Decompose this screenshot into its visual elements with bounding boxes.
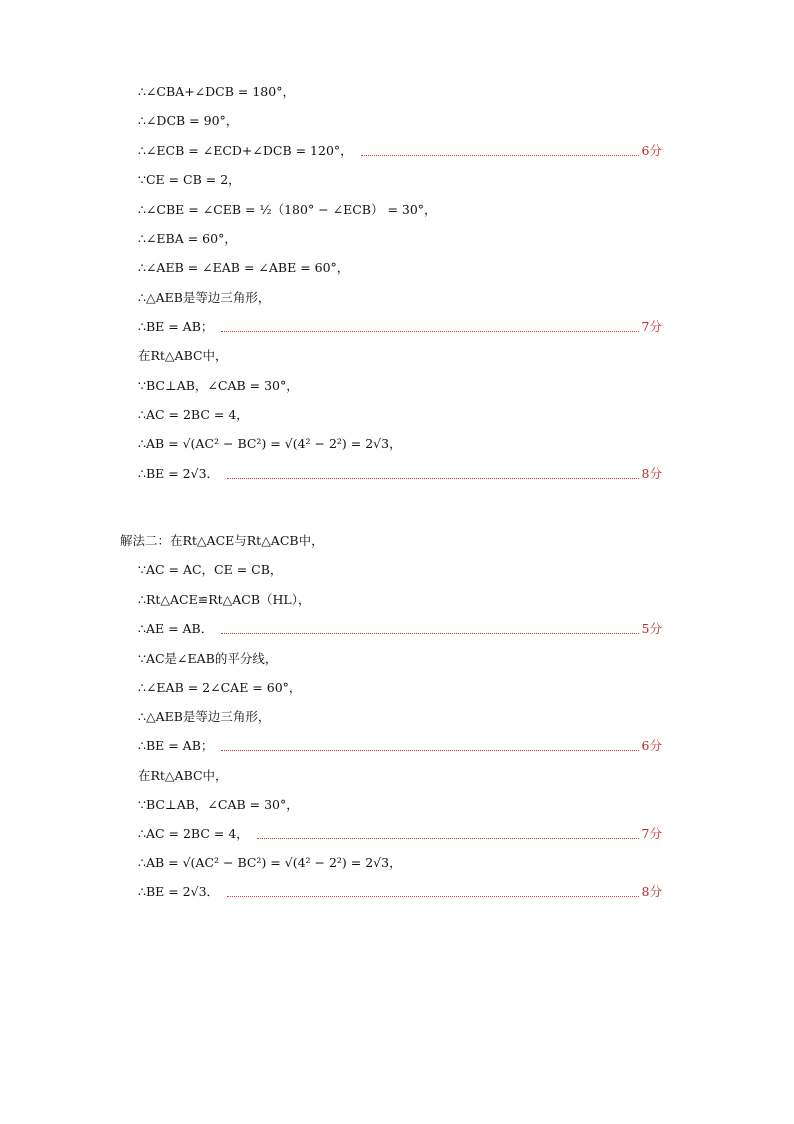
dotted-leader [221,633,638,634]
solution1-line-6 [138,225,662,247]
solution1-line-12 [138,401,662,423]
solution2-line-10 [138,820,662,842]
line-text: ∴AB = √(AC² − BC²) = √(4² − 2²) = 2√3， [138,436,402,451]
solution1-line-4 [138,166,662,188]
line-text: ∴BE = 2√3． [138,884,220,899]
solution2-line-9 [138,791,662,813]
score-label: 7分 [641,826,662,841]
line-text: ∴∠AEB = ∠EAB = ∠ABE = 60°， [138,260,350,275]
solution1-line-10 [138,342,662,364]
line-text: ∴∠EBA = 60°， [138,231,237,246]
solution1-line-5 [138,196,662,218]
line-text: ∴BE = AB； [138,738,214,753]
heading-text: 解法二：在Rt△ACE与Rt△ACB中， [120,533,324,548]
solution2-line-7 [138,732,662,754]
line-text: ∵BC⊥AB，∠CAB = 30°， [138,797,299,812]
solution1-line-13 [138,430,662,452]
solution2-line-8 [138,762,662,784]
line-text: ∴AE = AB． [138,621,214,636]
solution2-line-2 [138,586,662,608]
solution1-line-9 [138,313,662,335]
dotted-leader [257,838,639,839]
solution1-line-7 [138,254,662,276]
dotted-leader [227,896,638,897]
line-text: ∴∠CBE = ∠CEB = ½（180° − ∠ECB） = 30°， [138,202,437,217]
score-label: 7分 [641,319,662,334]
score-label: 6分 [641,738,662,753]
solution1-line-14 [138,460,662,482]
line-text: ∴∠CBA+∠DCB = 180°， [138,84,295,99]
line-text: ∵AC是∠EAB的平分线， [138,651,278,666]
solution1-line-1 [138,78,662,100]
score-label: 8分 [641,884,662,899]
solution2-line-4 [138,645,662,667]
line-text: ∴BE = AB； [138,319,214,334]
line-text: ∴Rt△ACE≌Rt△ACB（HL）， [138,592,311,607]
solution2-heading [120,527,662,549]
solution2-line-5 [138,674,662,696]
dotted-leader [221,331,638,332]
solution2-line-6 [138,703,662,725]
solution2-line-3 [138,615,662,637]
dotted-leader [227,478,638,479]
solution1-line-2 [138,107,662,129]
line-text: 在Rt△ABC中， [138,768,228,783]
line-text: ∵CE = CB = 2， [138,172,241,187]
solution1-line-8 [138,284,662,306]
line-text: ∴△AEB是等边三角形， [138,290,271,305]
solution1-line-11 [138,372,662,394]
line-text: ∴AC = 2BC = 4， [138,826,249,841]
line-text: ∴△AEB是等边三角形， [138,709,271,724]
solution1-line-3 [138,137,662,159]
solution2-line-1 [138,556,662,578]
line-text: ∴∠ECB = ∠ECD+∠DCB = 120°， [138,143,353,158]
line-text: ∴∠DCB = 90°， [138,113,239,128]
dotted-leader [361,155,639,156]
line-text: ∴AB = √(AC² − BC²) = √(4² − 2²) = 2√3， [138,855,402,870]
line-text: ∴∠EAB = 2∠CAE = 60°， [138,680,302,695]
score-label: 8分 [641,466,662,481]
line-text: ∴BE = 2√3． [138,466,220,481]
line-text: 在Rt△ABC中， [138,348,228,363]
score-label: 6分 [641,143,662,158]
line-text: ∵BC⊥AB，∠CAB = 30°， [138,378,299,393]
line-text: ∵AC = AC，CE = CB， [138,562,283,577]
score-label: 5分 [641,621,662,636]
dotted-leader [221,750,638,751]
solution2-line-11 [138,849,662,871]
solution2-line-12 [138,878,662,900]
line-text: ∴AC = 2BC = 4， [138,407,249,422]
